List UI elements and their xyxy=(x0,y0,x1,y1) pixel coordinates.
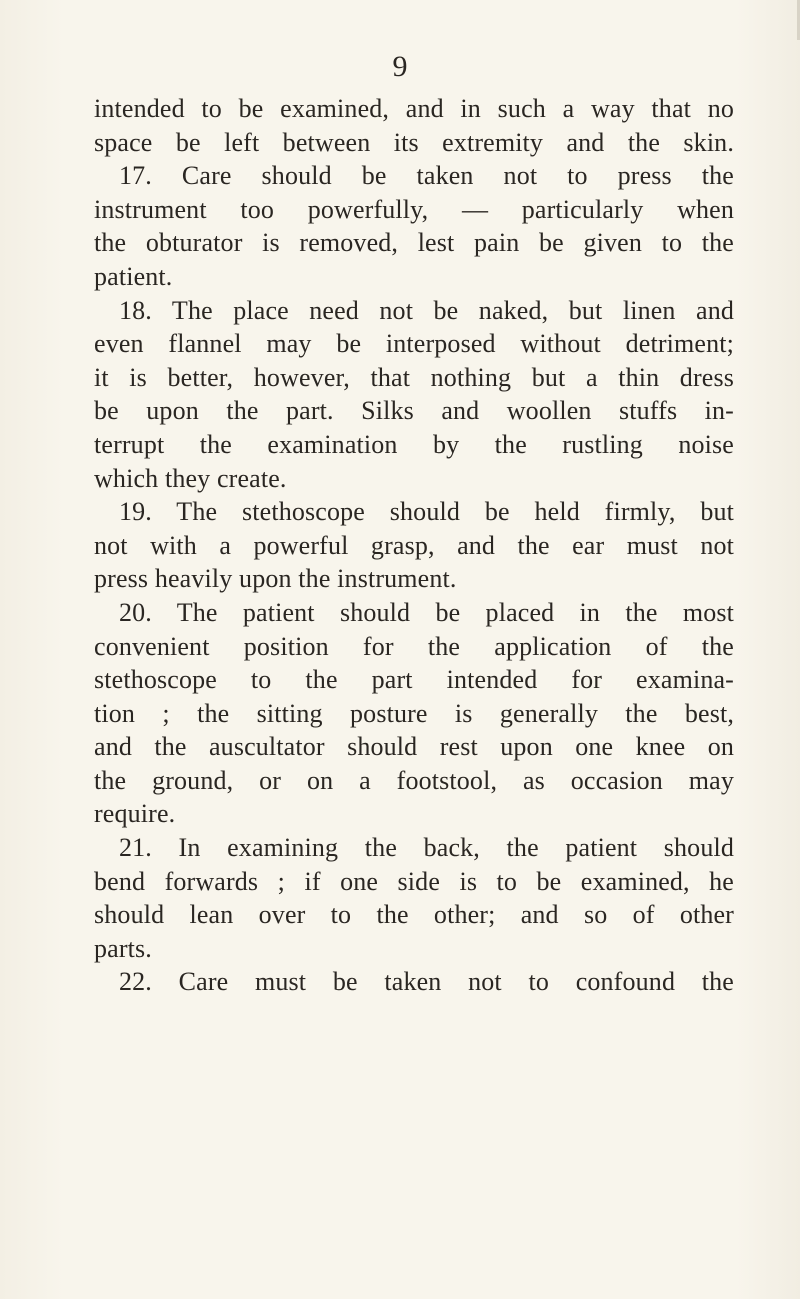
paragraph-19-start: 19. The stethoscope should be held firmly, but xyxy=(119,497,734,527)
paragraph-22-start: 22. Care must be taken not to confound the xyxy=(119,967,734,997)
text-line: should lean over to the other; and so of other xyxy=(94,900,734,930)
text-line: space be left between its extremity and the skin. xyxy=(94,127,734,157)
text-line: terrupt the examination by the rustling noise xyxy=(94,429,734,459)
text-line: not with a powerful grasp, and the ear must not xyxy=(94,530,734,560)
page-number: 9 xyxy=(392,50,408,83)
text-line: press heavily upon the instrument. xyxy=(94,564,457,594)
text-line: even flannel may be interposed without detriment; xyxy=(94,329,734,359)
text-line: and the auscultator should rest upon one knee on xyxy=(94,732,734,762)
text-line: require. xyxy=(94,799,176,829)
text-line: intended to be examined, and in such a way that no xyxy=(94,94,734,123)
paragraph-17-start: 17. Care should be taken not to press the xyxy=(119,161,734,191)
paragraph-18-start: 18. The place need not be naked, but linen and xyxy=(119,295,734,325)
text-line: which they create. xyxy=(94,463,287,493)
text-line: parts. xyxy=(94,933,152,963)
text-line: stethoscope to the part intended for examina- xyxy=(94,665,734,695)
text-line: instrument too powerfully, — particularly when xyxy=(94,194,734,224)
text-line: the ground, or on a footstool, as occasion may xyxy=(94,765,734,795)
text-line: bend forwards ; if one side is to be examined, he xyxy=(94,866,734,896)
text-line: tion ; the sitting posture is generally the best, xyxy=(94,698,734,728)
text-line: be upon the part. Silks and woollen stuffs in- xyxy=(94,396,734,426)
text-line: the obturator is removed, lest pain be given to the xyxy=(94,228,734,258)
text-line: patient. xyxy=(94,261,173,291)
paragraph-20-start: 20. The patient should be placed in the most xyxy=(119,597,734,627)
body-text xyxy=(94,92,734,999)
text-line: it is better, however, that nothing but a thin dress xyxy=(94,362,734,392)
text-line: convenient position for the application of the xyxy=(94,631,734,661)
paragraph-21-start: 21. In examining the back, the patient should xyxy=(119,833,734,863)
